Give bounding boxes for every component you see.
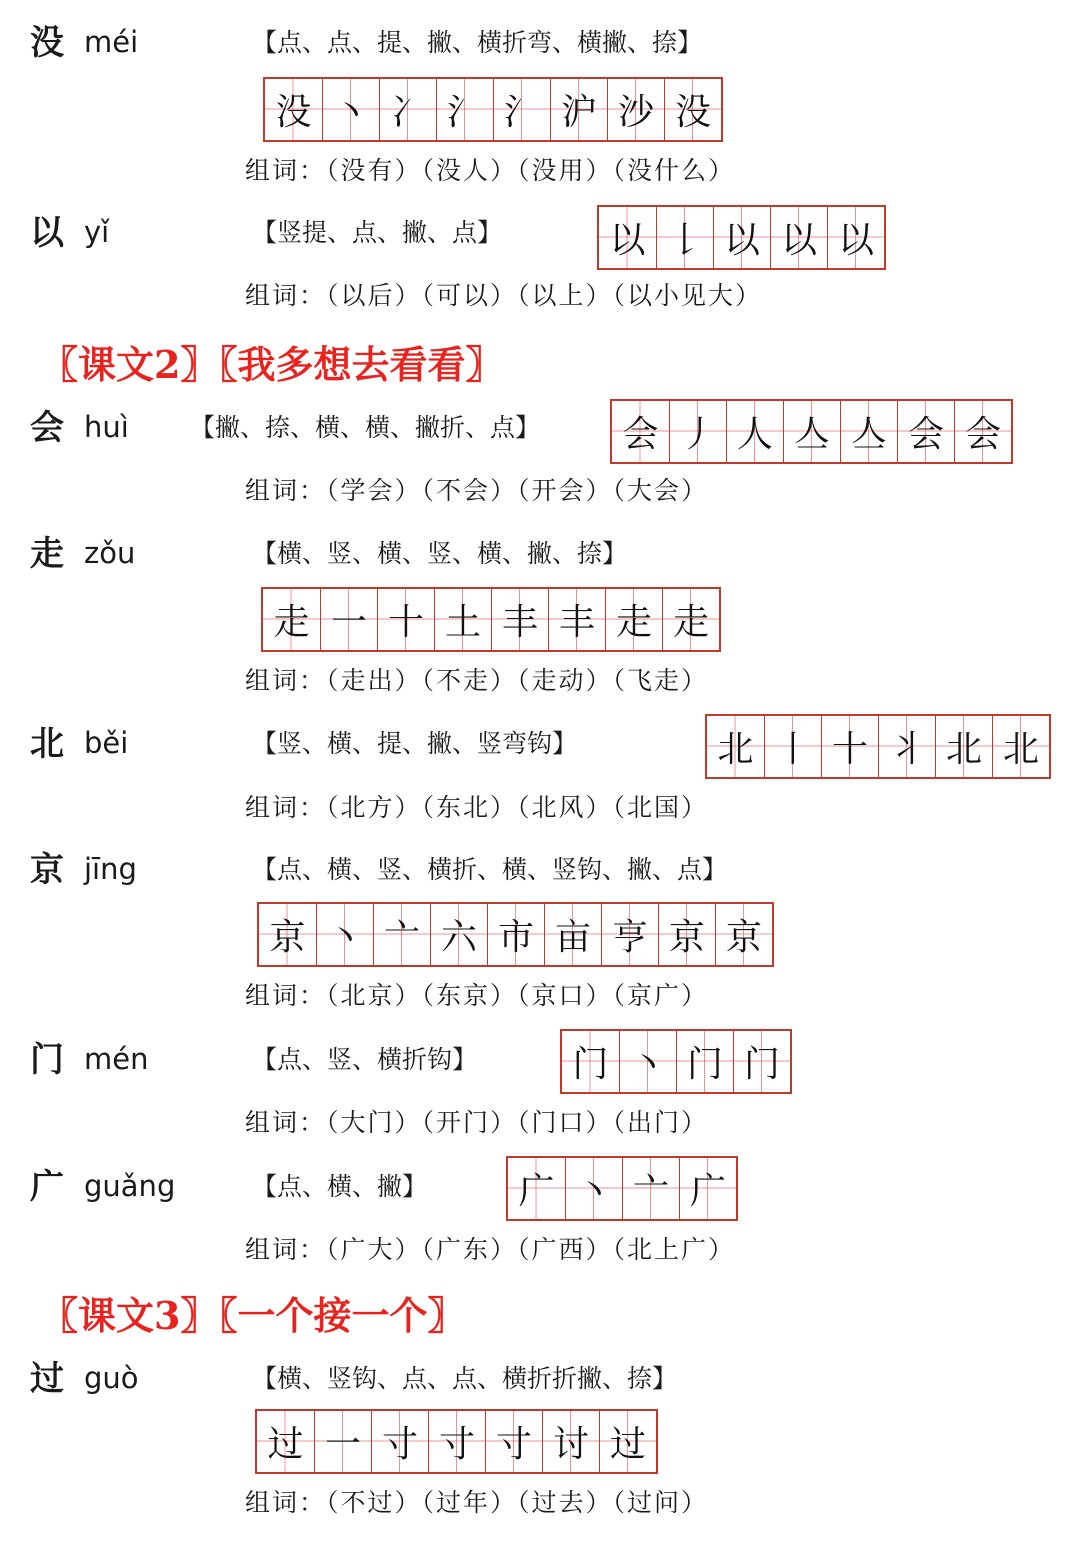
entry-pinyin: méi [84, 25, 139, 59]
grid-cell: 门 [676, 1031, 733, 1092]
entry-strokes: 【竖提、点、撇、点】 [252, 218, 503, 247]
stroke-order-grid [506, 1156, 738, 1221]
entry-strokes: 【点、竖、横折钩】 [252, 1045, 478, 1074]
word-prefix: 组词： [245, 666, 327, 695]
grid-cell: 会 [897, 401, 954, 462]
word-list [245, 795, 708, 820]
grid-cell: 丰 [548, 589, 605, 650]
word-list [245, 1237, 735, 1262]
grid-cell: 以 [770, 207, 827, 268]
entry-pinyin: zǒu [84, 536, 136, 570]
entry-char: 北 [30, 724, 64, 764]
entry-strokes: 【点、点、提、撇、横折弯、横撇、捺】 [252, 28, 703, 57]
entry-pinyin: guǎng [84, 1169, 176, 1203]
grid-cell: 过 [599, 1411, 656, 1472]
entry-pinyin: yǐ [84, 215, 110, 249]
grid-cell: 人 [726, 401, 783, 462]
stroke-order-grid [263, 77, 723, 142]
lesson-heading: 〖课文3〗〖一个接一个〗 [40, 1293, 466, 1338]
grid-cell: 寸 [485, 1411, 542, 1472]
entry-char: 走 [30, 534, 64, 574]
grid-cell: 氵 [493, 79, 550, 140]
grid-cell: 寸 [428, 1411, 485, 1472]
grid-cell: 亩 [544, 904, 601, 965]
grid-cell: 走 [263, 589, 320, 650]
grid-cell: 京 [658, 904, 715, 965]
word-prefix: 组词： [245, 281, 327, 310]
grid-cell: 丶 [316, 904, 373, 965]
grid-cell: 沙 [607, 79, 664, 140]
grid-cell: 京 [259, 904, 316, 965]
entry-char: 广 [30, 1167, 64, 1207]
entry-strokes: 【点、横、撇】 [252, 1172, 428, 1201]
word-list [245, 1110, 708, 1135]
grid-cell: 走 [662, 589, 719, 650]
grid-cell: 寸 [371, 1411, 428, 1472]
grid-cell: 亠 [622, 1158, 679, 1219]
entry-pinyin: mén [84, 1042, 149, 1076]
word-list [245, 158, 735, 183]
entry-strokes: 【点、横、竖、横折、横、竖钩、撇、点】 [252, 855, 728, 884]
grid-cell: 市 [487, 904, 544, 965]
word-prefix: 组词： [245, 1235, 327, 1264]
grid-cell: 走 [605, 589, 662, 650]
entry-pinyin: guò [84, 1361, 139, 1395]
grid-cell: 北 [935, 716, 992, 777]
grid-cell: 亨 [601, 904, 658, 965]
word-items: （以后）（可以）（以上）（以小见大） [326, 281, 763, 310]
entry-pinyin: běi [84, 726, 129, 760]
lesson-heading: 〖课文2〗〖我多想去看看〗 [40, 342, 504, 387]
entry-char: 没 [30, 23, 64, 63]
grid-cell: 京 [715, 904, 772, 965]
grid-cell: 丬 [878, 716, 935, 777]
word-prefix: 组词： [245, 156, 327, 185]
grid-cell: 没 [265, 79, 322, 140]
word-list [245, 668, 708, 693]
entry-char: 以 [30, 213, 64, 253]
grid-cell: 丶 [322, 79, 379, 140]
grid-cell: 𠄌 [656, 207, 713, 268]
entry-char: 京 [30, 850, 64, 890]
grid-cell: 门 [562, 1031, 619, 1092]
grid-cell: 一 [314, 1411, 371, 1472]
word-items: （北方）（东北）（北风）（北国） [326, 793, 709, 822]
word-prefix: 组词： [245, 793, 327, 822]
grid-cell: 亠 [373, 904, 430, 965]
word-prefix: 组词： [245, 1108, 327, 1137]
word-list [245, 983, 708, 1008]
entry-strokes: 【横、竖、横、竖、横、撇、捺】 [252, 539, 628, 568]
grid-cell: 丿 [669, 401, 726, 462]
word-list [245, 478, 708, 503]
grid-cell: 一 [320, 589, 377, 650]
grid-cell: 土 [434, 589, 491, 650]
stroke-order-grid [560, 1029, 792, 1094]
grid-cell: 广 [679, 1158, 736, 1219]
stroke-order-grid [705, 714, 1051, 779]
grid-cell: 以 [827, 207, 884, 268]
word-items: （广大）（广东）（广西）（北上广） [326, 1235, 736, 1264]
grid-cell: 冫 [379, 79, 436, 140]
word-items: （走出）（不走）（走动）（飞走） [326, 666, 709, 695]
grid-cell: 过 [257, 1411, 314, 1472]
word-list [245, 1490, 708, 1515]
grid-cell: 没 [664, 79, 721, 140]
word-prefix: 组词： [245, 981, 327, 1010]
grid-cell: 丶 [565, 1158, 622, 1219]
entry-pinyin: jīng [84, 852, 137, 886]
grid-cell: 十 [377, 589, 434, 650]
grid-cell: 会 [612, 401, 669, 462]
grid-cell: 氵 [436, 79, 493, 140]
grid-cell: 讨 [542, 1411, 599, 1472]
grid-cell: 以 [599, 207, 656, 268]
grid-cell: 十 [821, 716, 878, 777]
grid-cell: 会 [954, 401, 1011, 462]
grid-cell: 丶 [619, 1031, 676, 1092]
word-items: （北京）（东京）（京口）（京广） [326, 981, 709, 1010]
grid-cell: 六 [430, 904, 487, 965]
grid-cell: 丨 [764, 716, 821, 777]
word-prefix: 组词： [245, 476, 327, 505]
entry-char: 过 [30, 1359, 64, 1399]
word-items: （没有）（没人）（没用）（没什么） [326, 156, 736, 185]
grid-cell: 亼 [840, 401, 897, 462]
stroke-order-grid [597, 205, 886, 270]
word-items: （学会）（不会）（开会）（大会） [326, 476, 709, 505]
word-prefix: 组词： [245, 1488, 327, 1517]
entry-strokes: 【横、竖钩、点、点、横折折撇、捺】 [252, 1364, 678, 1393]
grid-cell: 沪 [550, 79, 607, 140]
entry-strokes: 【撇、捺、横、横、撇折、点】 [190, 413, 541, 442]
grid-cell: 广 [508, 1158, 565, 1219]
grid-cell: 北 [992, 716, 1049, 777]
entry-char: 会 [30, 408, 64, 448]
stroke-order-grid [610, 399, 1013, 464]
grid-cell: 以 [713, 207, 770, 268]
entry-pinyin: huì [84, 410, 129, 444]
grid-cell: 门 [733, 1031, 790, 1092]
grid-cell: 北 [707, 716, 764, 777]
entry-strokes: 【竖、横、提、撇、竖弯钩】 [252, 729, 578, 758]
word-items: （大门）（开门）（门口）（出门） [326, 1108, 709, 1137]
grid-cell: 亼 [783, 401, 840, 462]
stroke-order-grid [257, 902, 774, 967]
stroke-order-grid [261, 587, 721, 652]
stroke-order-grid [255, 1409, 658, 1474]
word-list [245, 283, 762, 308]
word-items: （不过）（过年）（过去）（过问） [326, 1488, 709, 1517]
grid-cell: 丰 [491, 589, 548, 650]
entry-char: 门 [30, 1040, 64, 1080]
